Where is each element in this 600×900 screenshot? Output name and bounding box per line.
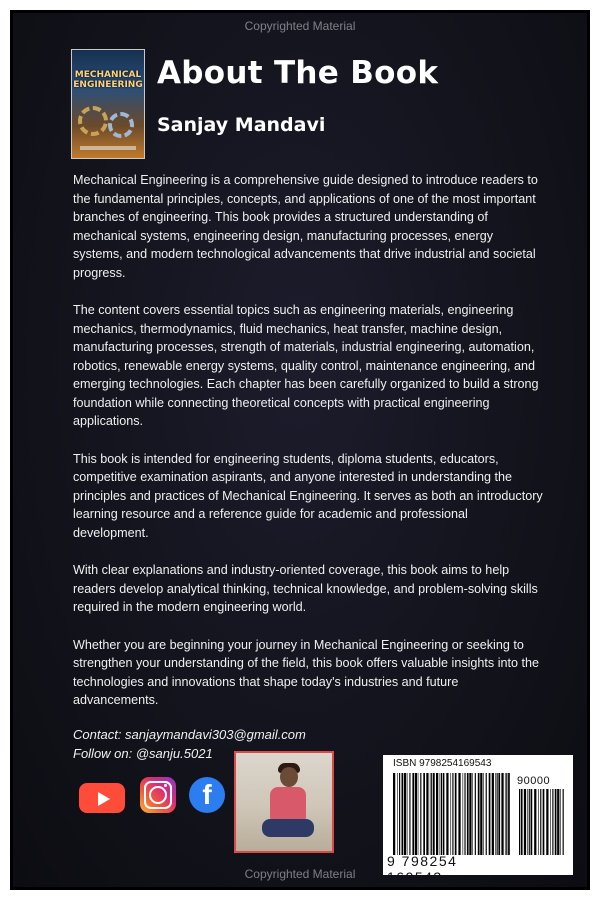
description-paragraph: This book is intended for engineering students, diploma students, educators, competitive examination aspirants, and anyone interested in understanding the principles and practices of Mechanical Engineering. It serves as both an introductory learning resource and a reference guide for academic and professional development.	[73, 451, 543, 540]
contact-email: Contact: sanjaymandavi303@gmail.com	[73, 727, 306, 742]
cover-thumbnail-title: MECHANICAL ENGINEERING	[73, 70, 143, 90]
back-cover	[10, 10, 590, 890]
isbn-barcode	[383, 755, 573, 885]
description-paragraph: The content covers essential topics such as engineering materials, engineering mechanics, thermodynamics, fluid mechanics, heat transfer, machine design, manufacturing processes, strength of materials, industrial engineering, automation, robotics, renewable energy systems, quality control, maintenance engineering, and emerging technologies. Each chapter has been carefully organized to build a strong foundation while connecting theoretical concepts with practical engineering applications.	[73, 303, 539, 428]
description-paragraph: Mechanical Engineering is a comprehensive guide designed to introduce readers to the fundamental principles, concepts, and applications of one of the most important branches of engineering. This book provides a structured understanding of mechanical systems, engineering design, manufacturing processes, energy systems, and modern technological advancements that drive industrial and societal progress.	[73, 173, 538, 280]
isbn-label: ISBN 9798254169543	[393, 758, 492, 769]
facebook-icon: f	[189, 777, 225, 813]
cover-thumbnail-band	[80, 146, 136, 150]
barcode-bars	[393, 773, 511, 855]
isbn-digits: 9 798254 169543	[387, 853, 458, 885]
watermark-bottom: Copyrighted Material	[244, 867, 356, 881]
watermark-top: Copyrighted Material	[244, 19, 356, 33]
description-paragraph: With clear explanations and industry-oriented coverage, this book aims to help readers develop analytical thinking, technical knowledge, and problem-solving skills required in the modern engineering world.	[73, 563, 538, 614]
play-icon	[98, 792, 110, 806]
social-handle: Follow on: @sanju.5021	[73, 746, 213, 761]
price-code: 90000	[517, 775, 551, 787]
description-paragraph: Whether you are beginning your journey in Mechanical Engineering or seeking to strengthen your understanding of the field, this book offers valuable insights into the technologies and innovations that shape today's industries and future advancements.	[73, 637, 540, 707]
book-description	[73, 171, 543, 729]
gear-icon	[78, 106, 108, 136]
instagram-icon	[140, 777, 176, 813]
book-cover-thumbnail	[71, 49, 145, 159]
gear-icon	[108, 112, 134, 138]
author-photo	[234, 751, 334, 853]
page-title: About The Book	[157, 55, 439, 91]
youtube-icon	[79, 783, 125, 813]
author-name: Sanjay Mandavi	[157, 114, 326, 136]
barcode-addon-bars	[519, 789, 565, 855]
